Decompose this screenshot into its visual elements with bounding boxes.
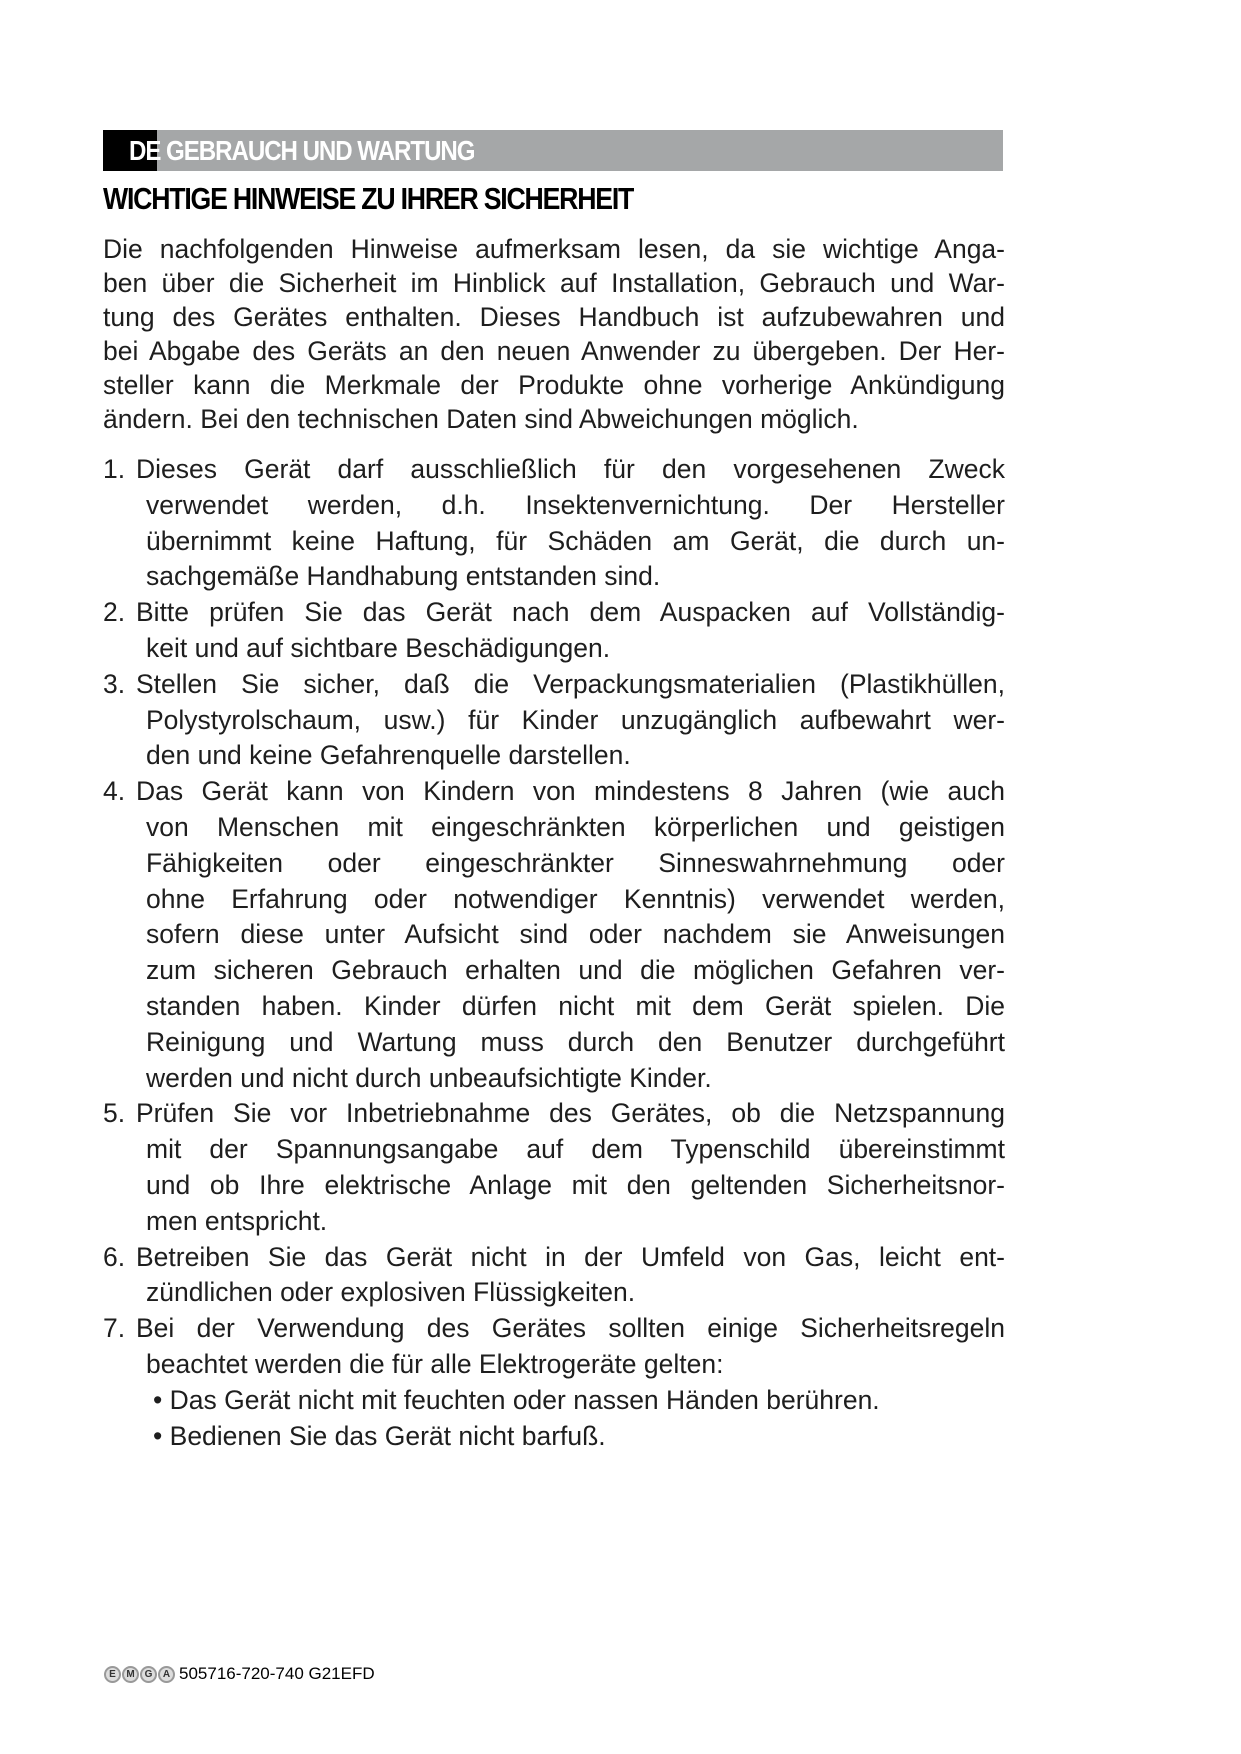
item-line: sachgemäße Handhabung entstanden sind. [146, 561, 661, 592]
item-line: und ob Ihre elektrische Anlage mit den geltenden Sicherheitsnor- [146, 1169, 1005, 1200]
item-number: 5. [103, 1098, 126, 1129]
item-line: mit der Spannungsangabe auf dem Typenschild übereinstimmt [146, 1134, 1005, 1165]
item-line: keit und auf sichtbare Beschädigungen. [146, 632, 611, 663]
footer [104, 1664, 375, 1684]
item-number: 1. [103, 454, 126, 484]
logo-letter: M [122, 1666, 139, 1683]
item-line: sofern diese unter Aufsicht sind oder nachdem sie Anweisungen [146, 919, 1005, 950]
list-item [103, 595, 1005, 667]
list-item [103, 452, 1005, 595]
item-line: Betreiben Sie das Gerät nicht in der Umfeld von Gas, leicht ent- [136, 1241, 1005, 1272]
item-line: Stellen Sie sicher, daß die Verpackungsmaterialien (Plastikhüllen, [136, 668, 1005, 699]
section-header-bar [103, 130, 1003, 171]
item-line: Das Gerät kann von Kindern von mindestens 8 Jahren (wie auch [136, 776, 1005, 807]
section-header-text: DE GEBRAUCH UND WARTUNG [129, 135, 475, 166]
logo-letter: A [158, 1666, 175, 1683]
item-number: 2. [103, 597, 126, 628]
intro-paragraph [103, 232, 1005, 436]
item-line: Dieses Gerät darf ausschließlich für den vorgesehenen Zweck [136, 454, 1005, 484]
item-line: Fähigkeiten oder eingeschränkter Sinneswahrnehmung oder [146, 847, 1005, 878]
item-line: Prüfen Sie vor Inbetriebnahme des Gerätes, ob die Netzspannung [136, 1098, 1005, 1129]
intro-line: tung des Gerätes enthalten. Dieses Handbuch ist aufzubewahren und [103, 302, 1005, 332]
item-number: 4. [103, 776, 126, 807]
bullet-item: • Bedienen Sie das Gerät nicht barfuß. [153, 1420, 606, 1451]
page-title: WICHTIGE HINWEISE ZU IHRER SICHERHEIT [103, 181, 634, 216]
item-line: werden und nicht durch unbeaufsichtigte Kinder. [146, 1062, 712, 1093]
intro-line: Die nachfolgenden Hinweise aufmerksam lesen, da sie wichtige Anga- [103, 234, 1005, 264]
item-line: Reinigung und Wartung muss durch den Benutzer durchgeführt [146, 1026, 1005, 1057]
item-line: zum sicheren Gebrauch erhalten und die möglichen Gefahren ver- [146, 955, 1005, 986]
intro-line: steller kann die Merkmale der Produkte ohne vorherige Ankündigung [103, 370, 1005, 400]
item-line: men entspricht. [146, 1205, 328, 1236]
item-line: standen haben. Kinder dürfen nicht mit dem Gerät spielen. Die [146, 990, 1005, 1021]
item-line: Polystyrolschaum, usw.) für Kinder unzugänglich aufbewahrt wer- [146, 704, 1005, 735]
item-line: ohne Erfahrung oder notwendiger Kenntnis) verwendet werden, [146, 883, 1005, 914]
logo-letter: E [104, 1666, 121, 1683]
list-item [103, 667, 1005, 774]
item-line: Bei der Verwendung des Gerätes sollten einige Sicherheitsregeln [136, 1313, 1005, 1344]
intro-line: bei Abgabe des Geräts an den neuen Anwender zu übergeben. Der Her- [103, 336, 1005, 366]
item-line: Bitte prüfen Sie das Gerät nach dem Auspacken auf Vollständig- [136, 597, 1005, 628]
item-line: von Menschen mit eingeschränkten körperlichen und geistigen [146, 811, 1005, 842]
bullet-item: • Das Gerät nicht mit feuchten oder nassen Händen berühren. [153, 1384, 880, 1415]
safety-list [103, 452, 1005, 1454]
emga-logo [104, 1666, 175, 1683]
item-number: 3. [103, 668, 126, 699]
logo-letter: G [140, 1666, 157, 1683]
item-number: 6. [103, 1241, 126, 1272]
item-line: den und keine Gefahrenquelle darstellen. [146, 740, 631, 771]
item-line: verwendet werden, d.h. Insektenvernichtung. Der Hersteller [146, 489, 1005, 520]
intro-line: ben über die Sicherheit im Hinblick auf Installation, Gebrauch und War- [103, 268, 1005, 298]
list-item [103, 1096, 1005, 1239]
list-item [103, 774, 1005, 1096]
item-line: übernimmt keine Haftung, für Schäden am Gerät, die durch un- [146, 525, 1005, 556]
list-item [103, 1240, 1005, 1312]
document-code: 505716-720-740 G21EFD [179, 1664, 375, 1683]
item-line: beachtet werden die für alle Elektrogeräte gelten: [146, 1348, 724, 1379]
item-number: 7. [103, 1313, 126, 1344]
list-item [103, 1311, 1005, 1383]
item-line: zündlichen oder explosiven Flüssigkeiten. [146, 1277, 636, 1308]
intro-line: ändern. Bei den technischen Daten sind Abweichungen möglich. [103, 404, 859, 434]
